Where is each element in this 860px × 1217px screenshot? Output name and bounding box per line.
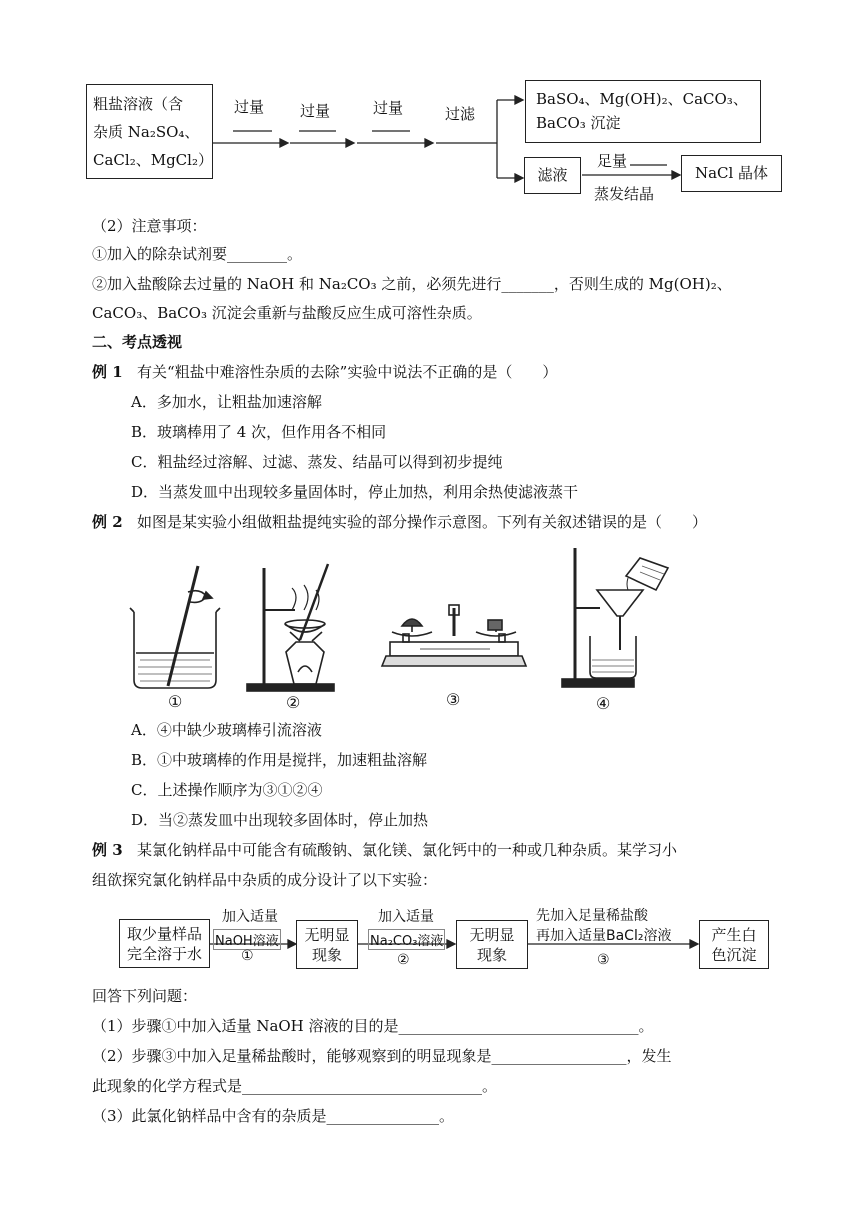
- ex3-label: 例 3: [92, 841, 123, 859]
- flow2-box4-line2: 色沉淀: [711, 946, 757, 964]
- notes-item1: ①加入的除杂试剂要________。: [92, 245, 303, 263]
- flow2-arrow2-num: ②: [397, 952, 410, 968]
- flow2-arrow3-num: ③: [597, 952, 610, 968]
- flow2-box1: [119, 919, 210, 968]
- flow2-box1-line1: 取少量样品: [126, 925, 202, 943]
- ex3-question-line1: 某氯化钠样品中可能含有硫酸钠、氯化镁、氯化钙中的一种或几种杂质。某学习小: [136, 841, 677, 859]
- precipitate-line2: BaCO₃ 沉淀: [536, 114, 621, 132]
- fig-label-3: ③: [446, 690, 461, 709]
- ex1-question: 有关“粗盐中难溶性杂质的去除”实验中说法不正确的是（ ）: [136, 363, 558, 381]
- section-title: 二、考点透视: [92, 333, 183, 351]
- precipitate-line1: BaSO₄、Mg(OH)₂、CaCO₃、: [536, 90, 748, 108]
- ex1-option-c: C．粗盐经过溶解、过滤、蒸发、结晶可以得到初步提纯: [131, 453, 503, 471]
- flow2-box4: [699, 920, 769, 969]
- notes-heading: （2）注意事项：: [92, 217, 207, 235]
- ex3-q1: （1）步骤①中加入适量 NaOH 溶液的目的是________________________________。: [92, 1017, 654, 1035]
- nacl-crystal-label: NaCl 晶体: [694, 164, 769, 182]
- filtrate-label: 滤液: [537, 166, 568, 184]
- fig-label-2: ②: [286, 693, 301, 712]
- flow2-arrow3-reagent: 再加入适量BaCl₂溶液: [536, 928, 672, 944]
- flow2-arrow1-reagent: NaOH溶液: [213, 929, 281, 950]
- step-label-3: 过量: [373, 99, 404, 117]
- crude-salt-line2: 杂质 Na₂SO₄、: [93, 123, 200, 141]
- ex2-option-d: D．当②蒸发皿中出现较多固体时，停止加热: [131, 811, 429, 829]
- crude-salt-line3: CaCl₂、MgCl₂）: [93, 151, 213, 169]
- flow2-box2-line1: 无明显: [304, 926, 350, 944]
- flow2-box3-line2: 现象: [476, 946, 507, 964]
- step-label-2: 过量: [300, 102, 331, 120]
- ex2-question: 如图是某实验小组做粗盐提纯实验的部分操作示意图。下列有关叙述错误的是（ ）: [136, 513, 707, 531]
- flow2-box1-line2: 完全溶于水: [126, 945, 202, 963]
- ex2-label: 例 2: [92, 513, 123, 531]
- flow2-box3: [456, 920, 528, 969]
- ex1-option-d: D．当蒸发皿中出现较多量固体时，停止加热，利用余热使滤液蒸干: [131, 483, 579, 501]
- notes-item2-line2: CaCO₃、BaCO₃ 沉淀会重新与盐酸反应生成可溶性杂质。: [92, 304, 482, 322]
- ex1-label: 例 1: [92, 363, 123, 381]
- flow2-arrow2-top: 加入适量: [378, 909, 434, 925]
- crude-salt-line1: 粗盐溶液（含: [93, 95, 184, 113]
- upper-label: 足量: [597, 152, 628, 170]
- ex3-q2-line1: （2）步骤③中加入足量稀盐酸时，能够观察到的明显现象是__________________，发生: [92, 1047, 672, 1065]
- ex3-answer-intro: 回答下列问题：: [92, 987, 198, 1005]
- flow2-arrow1-num: ①: [241, 948, 254, 964]
- ex1-option-a: A．多加水，让粗盐加速溶解: [131, 393, 322, 411]
- flow2-box2-line2: 现象: [311, 946, 342, 964]
- lower-label: 蒸发结晶: [594, 185, 655, 203]
- flow2-box2: [296, 920, 358, 969]
- flow2-arrow2-reagent: Na₂CO₃溶液: [368, 929, 445, 950]
- fig-label-4: ④: [596, 694, 611, 713]
- ex2-option-b: B．①中玻璃棒的作用是搅拌，加速粗盐溶解: [131, 751, 428, 769]
- flow2-box3-line1: 无明显: [469, 926, 515, 944]
- ex1-option-b: B．玻璃棒用了 4 次，但作用各不相同: [131, 423, 387, 441]
- step-label-filter: 过滤: [445, 105, 476, 123]
- step-label-1: 过量: [234, 98, 265, 116]
- notes-item2-line1: ②加入盐酸除去过量的 NaOH 和 Na₂CO₃ 之前，必须先进行_______，否则生成的 Mg(OH)₂、: [92, 275, 732, 293]
- flow2-arrow1-top: 加入适量: [222, 909, 278, 925]
- fig-label-1: ①: [168, 692, 183, 711]
- ex3-q2-line2: 此现象的化学方程式是________________________________。: [92, 1077, 498, 1095]
- flow2-box4-line1: 产生白: [711, 926, 757, 944]
- ex3-q3: （3）此氯化钠样品中含有的杂质是_______________。: [92, 1107, 455, 1125]
- ex3-question-line2: 组欲探究氯化钠样品中杂质的成分设计了以下实验：: [92, 871, 438, 889]
- ex2-option-c: C．上述操作顺序为③①②④: [131, 781, 323, 799]
- ex2-option-a: A．④中缺少玻璃棒引流溶液: [131, 721, 322, 739]
- flow2-arrow3-top: 先加入足量稀盐酸: [536, 908, 648, 924]
